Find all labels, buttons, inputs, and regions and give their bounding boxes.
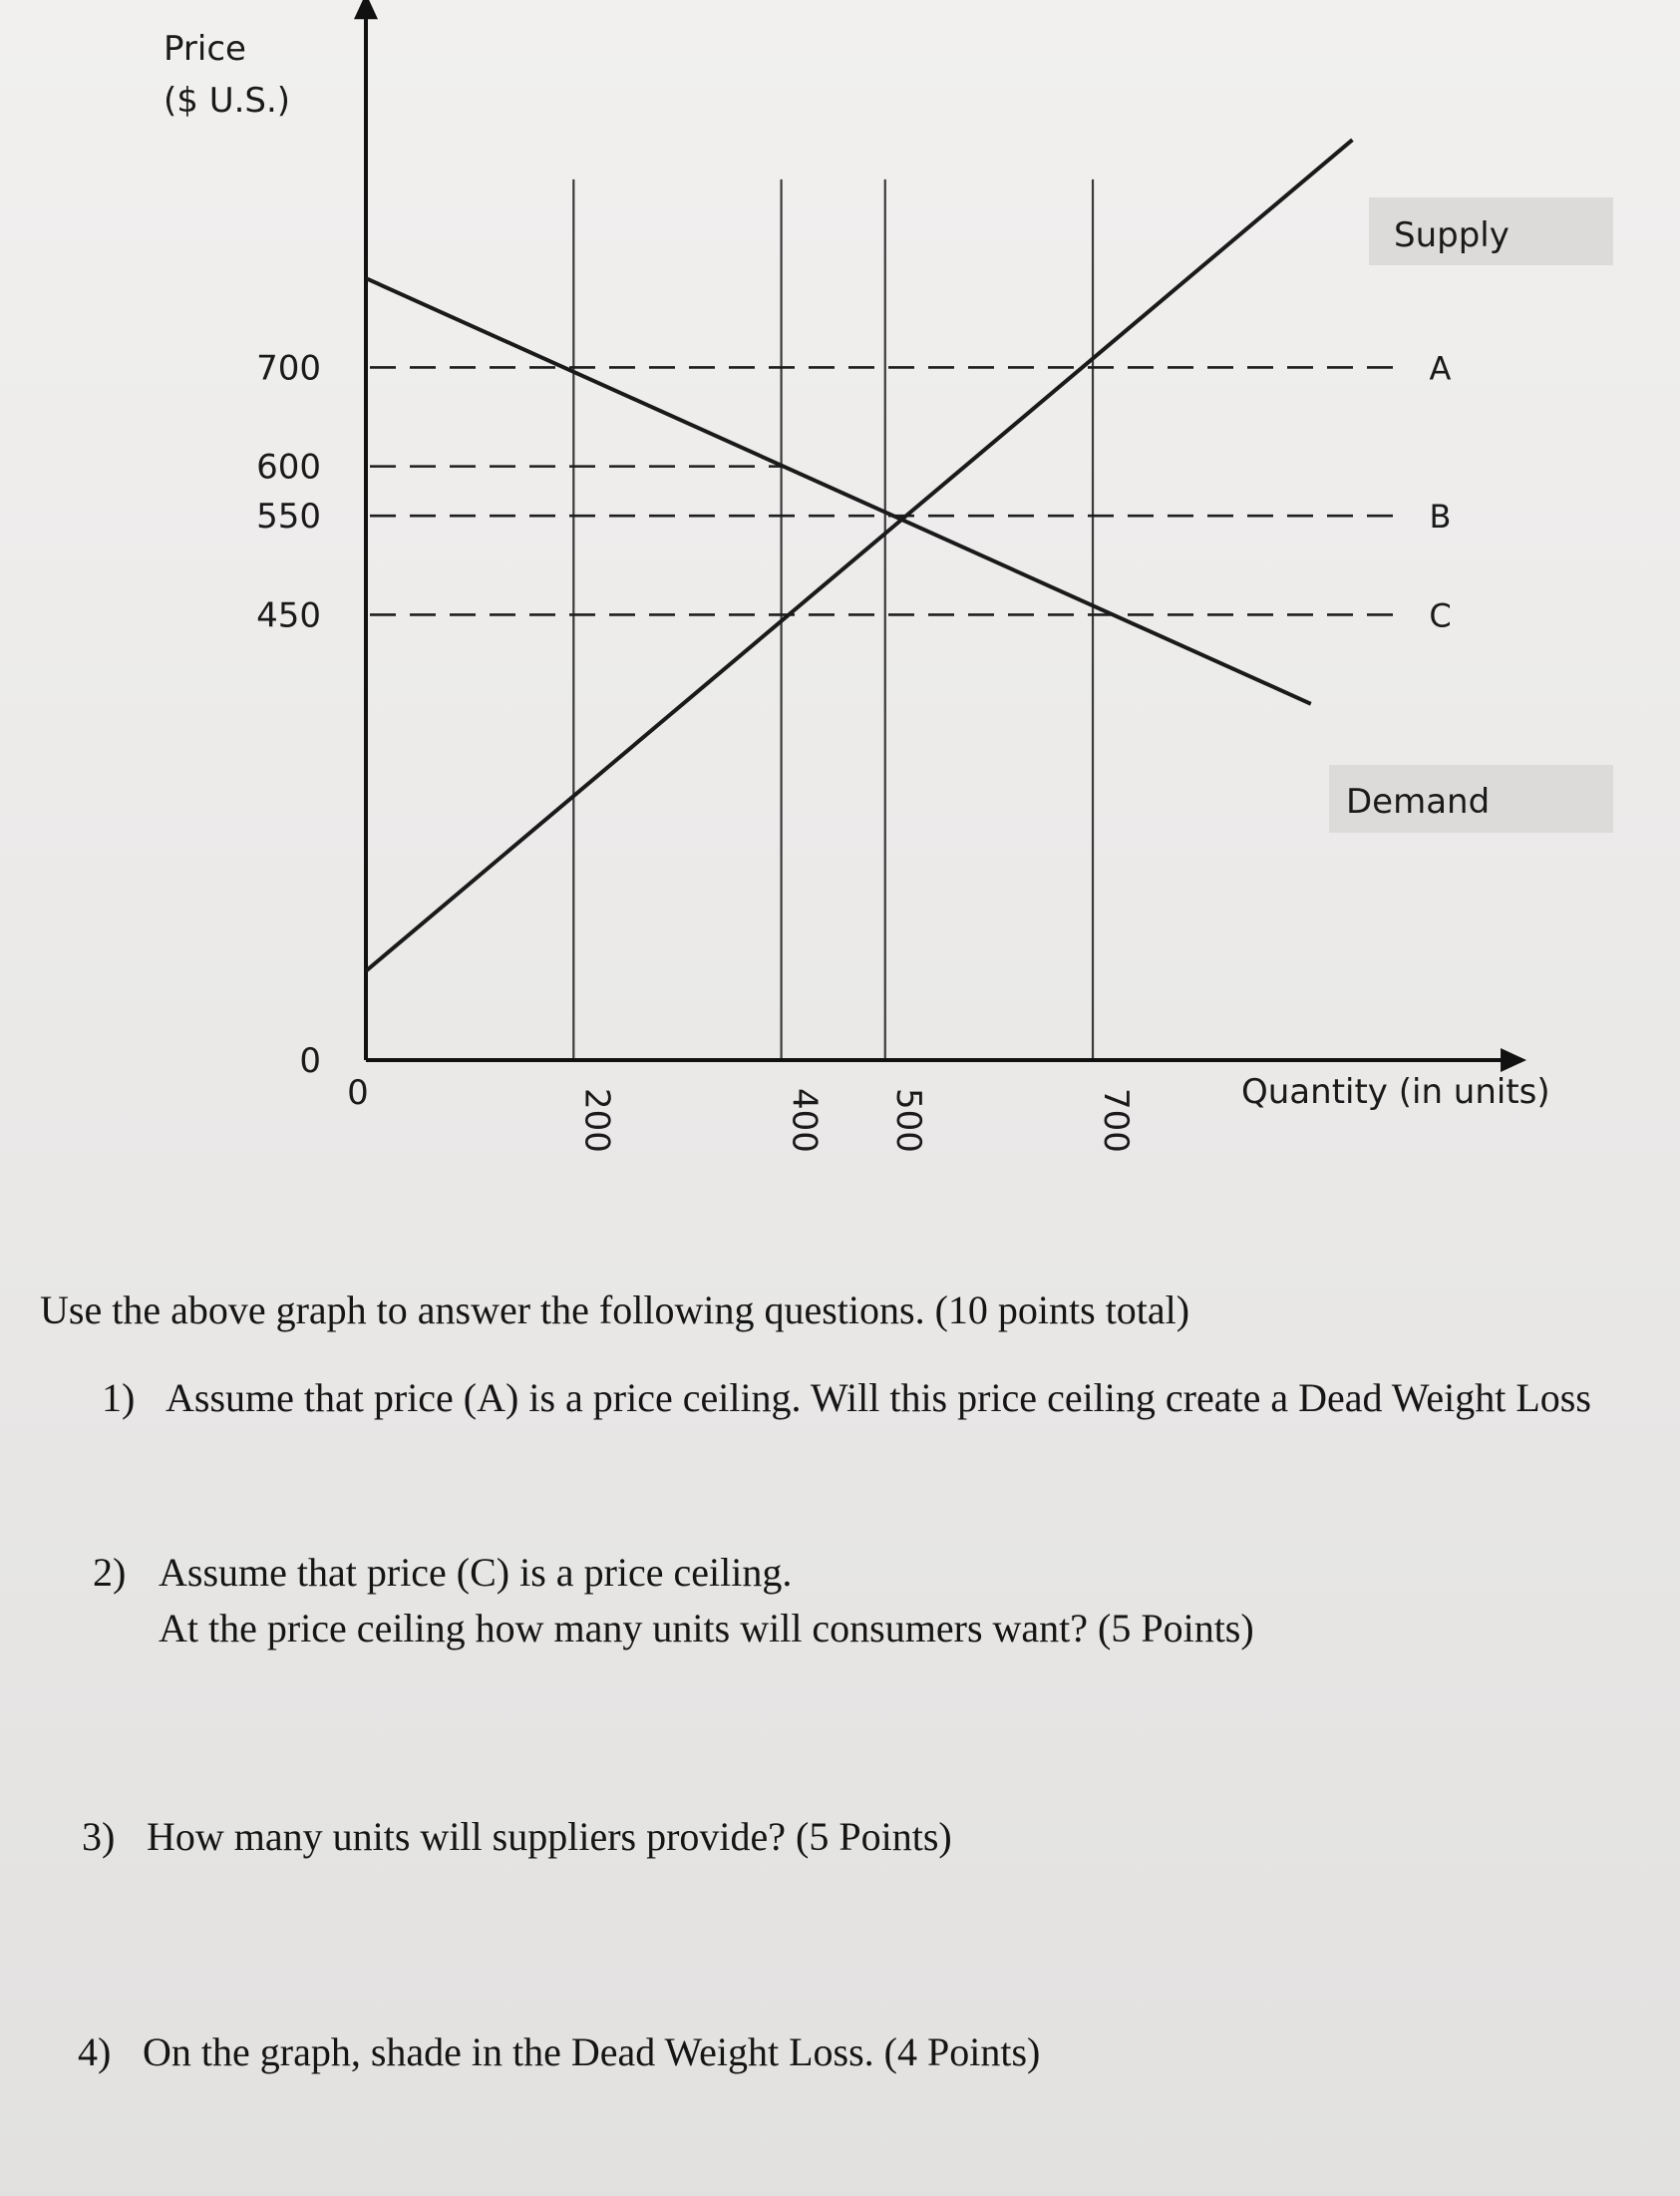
x-tick-label-700: 700 [1096,1088,1137,1153]
question-4-number: 4) [78,2029,112,2074]
y-tick-label-550: 550 [256,497,321,538]
x-tick-label-200: 200 [576,1088,617,1153]
y-tick-label-700: 700 [256,348,321,389]
price-level-label-B: B [1429,498,1452,537]
x-axis-title: Quantity (in units) [1241,1072,1550,1112]
x-tick-label-500: 500 [887,1088,928,1153]
question-4-text: On the graph, shade in the Dead Weight Loss. (4 Points) [143,2029,1041,2074]
question-2-line-2: At the price ceiling how many units will consumers want? (5 Points) [159,1606,1254,1650]
x-origin-label: 0 [347,1073,369,1113]
supply-label: Supply [1394,215,1510,255]
question-2-number: 2) [93,1550,127,1595]
y-tick-label-600: 600 [256,447,321,488]
x-tick-label-400: 400 [784,1088,825,1153]
y-axis-title-line-2: ($ U.S.) [164,81,291,121]
price-level-label-A: A [1429,349,1452,388]
y-tick-label-450: 450 [256,595,321,636]
y-origin-label: 0 [299,1041,321,1081]
y-axis-title-line-1: Price [164,29,246,69]
question-1-text: Assume that price (A) is a price ceiling. Will this price ceiling create a Dead Weight Loss [166,1375,1591,1420]
question-2-line-1: Assume that price (C) is a price ceiling. [159,1550,793,1595]
price-level-label-C: C [1429,596,1452,635]
question-3-number: 3) [82,1814,116,1859]
question-1-number: 1) [102,1375,136,1420]
questions-intro: Use the above graph to answer the following questions. (10 points total) [40,1287,1190,1332]
demand-label: Demand [1346,782,1491,822]
question-3-text: How many units will suppliers provide? (5 Points) [147,1814,952,1859]
